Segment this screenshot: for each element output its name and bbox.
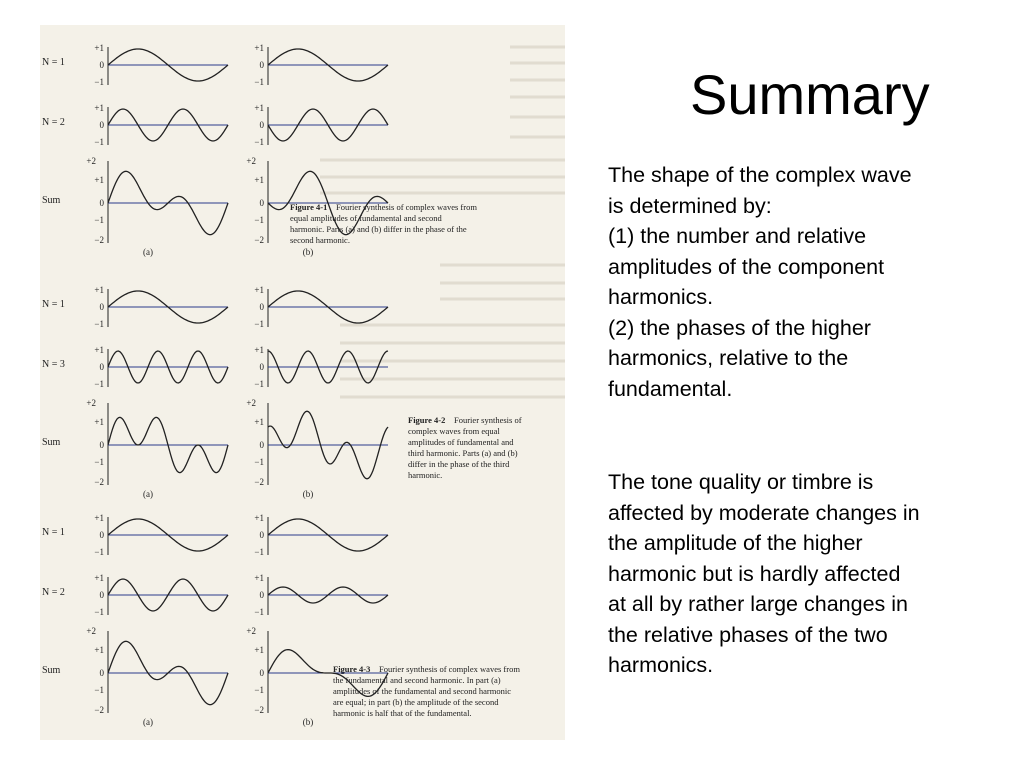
row-label: N = 2	[42, 117, 65, 128]
row-label: Sum	[42, 437, 61, 448]
tick-label: +1	[254, 43, 264, 53]
figure-caption-line: are equal; in part (b) the amplitude of the second	[333, 697, 499, 707]
row-label: N = 1	[42, 527, 65, 538]
tick-label: −1	[94, 319, 104, 329]
paragraph-line: the amplitude of the higher	[608, 531, 863, 555]
scanned-figure-image	[40, 25, 565, 740]
tick-label: 0	[99, 60, 104, 70]
figure-caption-line: complex waves from equal	[408, 426, 500, 436]
tick-label: +1	[94, 513, 104, 523]
tick-label: +1	[94, 573, 104, 583]
tick-label: −1	[94, 685, 104, 695]
paragraph-line: The tone quality or timbre is	[608, 470, 874, 494]
paragraph-line: harmonics, relative to the	[608, 346, 849, 370]
panel-label: (a)	[143, 489, 153, 499]
panel-label: (b)	[302, 247, 314, 257]
tick-label: +1	[94, 645, 104, 655]
panel-label: (a)	[143, 247, 153, 257]
tick-label: +1	[254, 175, 264, 185]
tick-label: −2	[94, 477, 104, 487]
figure-caption-line: second harmonic.	[290, 235, 350, 245]
tick-label: 0	[99, 302, 104, 312]
figure-caption-line: differ in the phase of the third	[408, 459, 510, 469]
tick-label: 0	[99, 120, 104, 130]
tick-label: +2	[86, 398, 96, 408]
tick-label: +1	[254, 645, 264, 655]
figure-caption-line: harmonic is half that of the fundamental.	[333, 708, 472, 718]
tick-label: 0	[99, 530, 104, 540]
tick-label: −1	[94, 137, 104, 147]
figure-caption-heading: Figure 4-1	[290, 202, 328, 212]
figure-caption-line: amplitudes of the fundamental and second harmonic	[333, 686, 511, 696]
paragraph-line: amplitudes of the component	[608, 254, 885, 279]
tick-label: −2	[254, 235, 264, 245]
tick-label: 0	[259, 302, 264, 312]
tick-label: −1	[94, 607, 104, 617]
tick-label: 0	[259, 668, 264, 678]
figure-caption-heading: Figure 4-2	[408, 415, 446, 425]
tick-label: −1	[94, 77, 104, 87]
tick-label: −1	[94, 379, 104, 389]
paragraph-line: at all by rather large changes in	[608, 592, 908, 616]
tick-label: −1	[254, 457, 264, 467]
tick-label: 0	[259, 440, 264, 450]
fourier-figures	[40, 25, 565, 740]
tick-label: −1	[254, 77, 264, 87]
tick-label: +1	[254, 513, 264, 523]
shape-determinants-paragraph	[608, 160, 998, 404]
tick-label: +2	[246, 626, 256, 636]
tick-label: −1	[94, 547, 104, 557]
figure-caption-line: harmonic.	[408, 470, 443, 480]
tick-label: +1	[94, 417, 104, 427]
figure-caption-line: equal amplitudes of fundamental and second	[290, 213, 442, 223]
tick-label: +1	[94, 285, 104, 295]
tick-label: −1	[254, 137, 264, 147]
tick-label: +1	[94, 103, 104, 113]
tick-label: +2	[246, 398, 256, 408]
tick-label: 0	[99, 668, 104, 678]
tick-label: −2	[254, 705, 264, 715]
tick-label: 0	[99, 590, 104, 600]
tick-label: −2	[94, 705, 104, 715]
slide-title: Summary	[690, 63, 930, 126]
figure-caption-line: third harmonic. Parts (a) and (b)	[408, 448, 518, 458]
paragraph-line: fundamental.	[608, 376, 733, 401]
tick-label: 0	[259, 530, 264, 540]
timbre-paragraph	[608, 467, 998, 681]
paragraph-line: The shape of the complex wave	[608, 163, 912, 187]
panel-label: (a)	[143, 717, 153, 727]
tick-label: −1	[254, 547, 264, 557]
tick-label: +1	[94, 345, 104, 355]
tick-label: 0	[259, 362, 264, 372]
panel-label: (b)	[302, 717, 314, 727]
tick-label: 0	[99, 198, 104, 208]
tick-label: +2	[246, 156, 256, 166]
tick-label: −1	[94, 215, 104, 225]
tick-label: −1	[254, 215, 264, 225]
figure-caption-line: Fourier synthesis of complex waves from	[336, 202, 477, 212]
paragraph-line: harmonics.	[608, 285, 714, 309]
row-label: N = 1	[42, 57, 65, 68]
tick-label: −2	[254, 477, 264, 487]
paragraph-line: is determined by:	[608, 193, 772, 218]
tick-label: +1	[254, 103, 264, 113]
figure-caption-line: the fundamental and second harmonic. In part (a)	[333, 675, 501, 685]
paragraph-line: (1) the number and relative	[608, 224, 867, 248]
tick-label: +2	[86, 156, 96, 166]
row-label: N = 2	[42, 587, 65, 598]
paragraph-line: harmonics.	[608, 653, 714, 677]
tick-label: 0	[99, 362, 104, 372]
tick-label: 0	[259, 590, 264, 600]
tick-label: +1	[254, 573, 264, 583]
panel-label: (b)	[302, 489, 314, 499]
figure-caption-line: Fourier synthesis of	[454, 415, 522, 425]
tick-label: −1	[94, 457, 104, 467]
tick-label: 0	[259, 60, 264, 70]
tick-label: +1	[94, 175, 104, 185]
tick-label: +1	[254, 345, 264, 355]
tick-label: 0	[259, 198, 264, 208]
tick-label: −1	[254, 607, 264, 617]
tick-label: +2	[86, 626, 96, 636]
tick-label: 0	[259, 120, 264, 130]
figure-caption-line: Fourier synthesis of complex waves from	[379, 664, 520, 674]
row-label: Sum	[42, 195, 61, 206]
paragraph-line: affected by moderate changes in	[608, 500, 920, 525]
row-label: N = 1	[42, 299, 65, 310]
tick-label: +1	[254, 417, 264, 427]
paragraph-line: (2) the phases of the higher	[608, 315, 871, 340]
figure-caption-line: harmonic. Parts (a) and (b) differ in the phase of the	[290, 224, 467, 234]
tick-label: −1	[254, 319, 264, 329]
tick-label: −1	[254, 685, 264, 695]
tick-label: +1	[94, 43, 104, 53]
row-label: Sum	[42, 665, 61, 676]
row-label: N = 3	[42, 359, 65, 370]
tick-label: 0	[99, 440, 104, 450]
figure-caption-heading: Figure 4-3	[333, 664, 371, 674]
tick-label: −1	[254, 379, 264, 389]
figure-caption-line: amplitudes of fundamental and	[408, 437, 514, 447]
paragraph-line: harmonic but is hardly affected	[608, 561, 901, 586]
paragraph-line: the relative phases of the two	[608, 622, 888, 647]
tick-label: −2	[94, 235, 104, 245]
tick-label: +1	[254, 285, 264, 295]
